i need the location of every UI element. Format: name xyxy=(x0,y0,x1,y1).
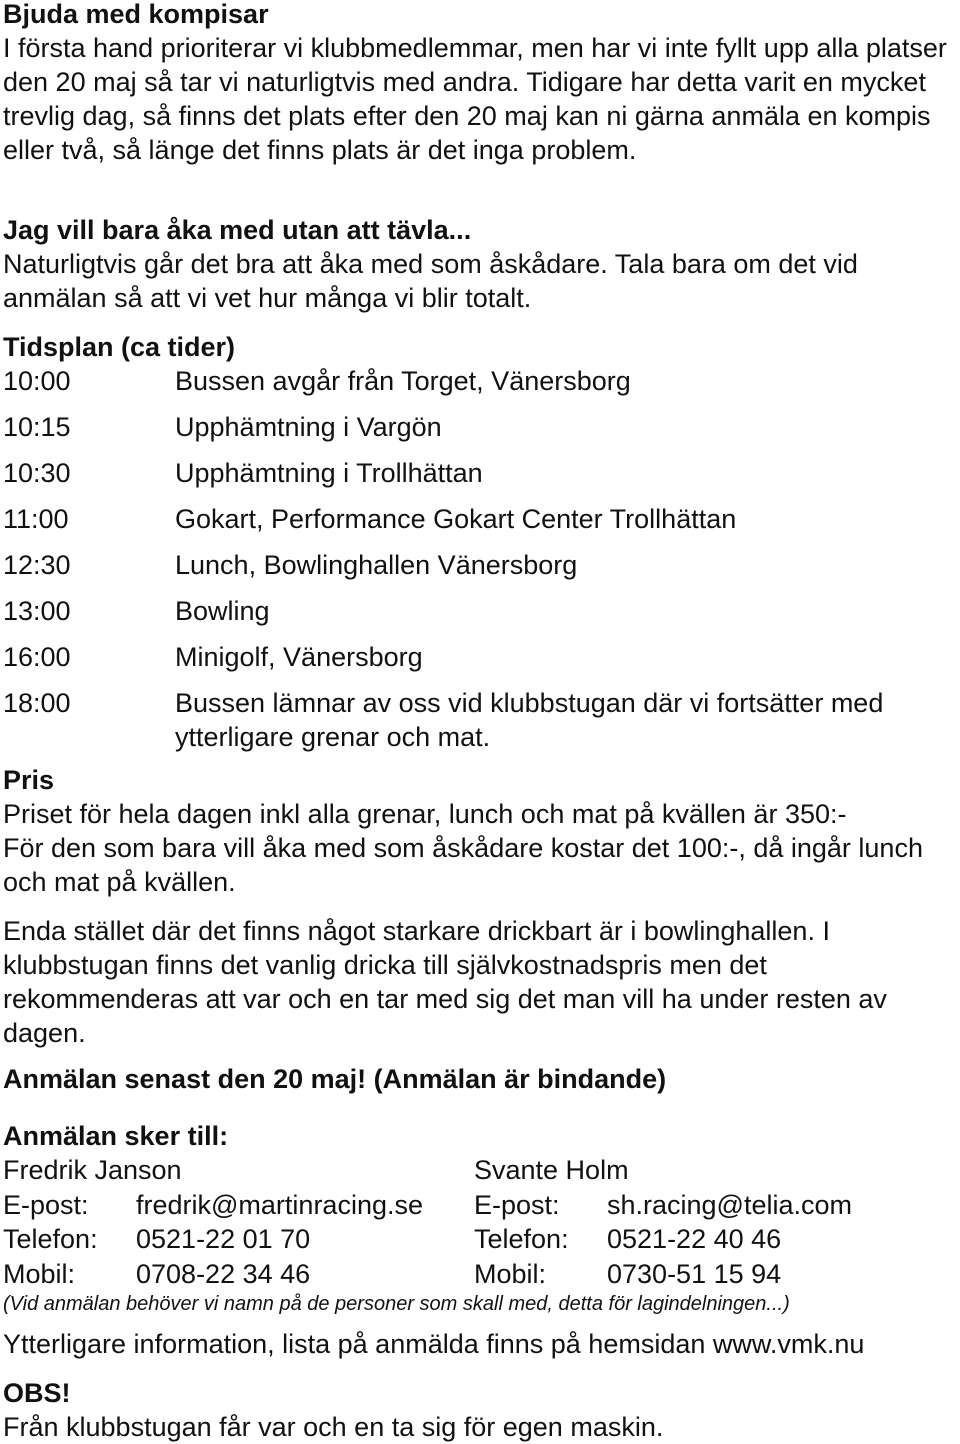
contact-list xyxy=(3,1153,960,1291)
email-value: sh.racing@telia.com xyxy=(607,1189,853,1220)
email-label: E-post: xyxy=(3,1189,89,1220)
more-info: Ytterligare information, lista på anmälda finns på hemsidan www.vmk.nu xyxy=(3,1329,865,1359)
section-spectator-heading: Jag vill bara åka med utan att tävla... xyxy=(3,215,472,245)
schedule-activity: Lunch, Bowlinghallen Vänersborg xyxy=(175,550,578,580)
schedule-row xyxy=(3,548,960,594)
price-full-day: Priset för hela dagen inkl alla grenar, lunch och mat på kvällen är 350:- xyxy=(3,799,847,829)
price-section xyxy=(3,763,958,899)
section-friends-body: I första hand prioriterar vi klubbmedlemmar, men har vi inte fyllt upp alla platser den 20 maj så tar vi naturligtvis med andra. Tidigare har detta varit en mycket trevlig dag, så finns det plats efter den 20 maj kan ni gärna anmäla en kompis eller två, så länge det finns plats är det inga problem. xyxy=(3,33,947,165)
contact-name: Fredrik Janson xyxy=(3,1155,182,1185)
section-spectator xyxy=(3,213,958,315)
schedule-row xyxy=(3,364,960,410)
registration-section xyxy=(3,1119,960,1317)
schedule-row xyxy=(3,686,960,766)
schedule-time: 10:15 xyxy=(3,412,71,442)
schedule-row xyxy=(3,594,960,640)
phone-label: Telefon: xyxy=(474,1224,569,1254)
schedule-table xyxy=(3,364,960,766)
mobile-value: 0730-51 15 94 xyxy=(607,1258,782,1289)
schedule-time: 13:00 xyxy=(3,596,71,626)
registration-heading: Anmälan sker till: xyxy=(3,1121,229,1151)
schedule-time: 10:00 xyxy=(3,366,71,396)
mobile-label: Mobil: xyxy=(474,1258,547,1289)
schedule-time: 11:00 xyxy=(3,504,69,534)
schedule-time: 18:00 xyxy=(3,688,71,718)
schedule-activity: Upphämtning i Vargön xyxy=(175,412,442,442)
contact-mobile-row xyxy=(474,1257,782,1292)
schedule-time: 10:30 xyxy=(3,458,71,488)
contact-name: Svante Holm xyxy=(474,1155,629,1185)
obs-section xyxy=(3,1376,958,1444)
phone-value: 0521-22 01 70 xyxy=(136,1224,311,1254)
schedule-row xyxy=(3,410,960,456)
registration-note: (Vid anmälan behöver vi namn på de personer som skall med, detta för lagindelningen...) xyxy=(3,1293,790,1315)
contact-phone-row xyxy=(3,1222,311,1257)
phone-label: Telefon: xyxy=(3,1224,98,1254)
contact-email-row xyxy=(474,1188,853,1223)
section-friends xyxy=(3,0,958,167)
schedule-activity: Minigolf, Vänersborg xyxy=(175,642,423,672)
price-heading: Pris xyxy=(3,765,55,795)
drinks-info: Enda stället där det finns något starkare drickbart är i bowlinghallen. I klubbstugan finns det vanlig dricka till självkostnadspris men det rekommenderas att var och en tar med sig det man vill ha under resten av dagen. xyxy=(3,916,887,1048)
schedule-activity: Bussen lämnar av oss vid klubbstugan där vi fortsätter med ytterligare grenar och mat. xyxy=(175,688,884,752)
contact-phone-row xyxy=(474,1222,782,1257)
contact-card xyxy=(474,1153,853,1291)
schedule-row xyxy=(3,502,960,548)
schedule-activity: Upphämtning i Trollhättan xyxy=(175,458,483,488)
schedule-activity: Bussen avgår från Torget, Vänersborg xyxy=(175,366,631,396)
section-spectator-body: Naturligtvis går det bra att åka med som åskådare. Tala bara om det vid anmälan så att vi vet hur många vi blir totalt. xyxy=(3,249,858,313)
mobile-value: 0708-22 34 46 xyxy=(136,1258,311,1289)
obs-body: Från klubbstugan får var och en ta sig för egen maskin. xyxy=(3,1412,664,1442)
schedule-section xyxy=(3,330,960,766)
schedule-activity: Gokart, Performance Gokart Center Trollhättan xyxy=(175,504,737,534)
deadline-notice: Anmälan senast den 20 maj! (Anmälan är bindande) xyxy=(3,1064,667,1094)
contact-card xyxy=(3,1153,423,1291)
mobile-label: Mobil: xyxy=(3,1258,76,1289)
schedule-row xyxy=(3,456,960,502)
schedule-row xyxy=(3,640,960,686)
price-spectator: För den som bara vill åka med som åskådare kostar det 100:-, då ingår lunch och mat på kvällen. xyxy=(3,833,923,897)
schedule-time: 16:00 xyxy=(3,642,71,672)
email-label: E-post: xyxy=(474,1189,560,1220)
schedule-time: 12:30 xyxy=(3,550,71,580)
schedule-activity: Bowling xyxy=(175,596,270,626)
phone-value: 0521-22 40 46 xyxy=(607,1224,782,1254)
section-friends-heading: Bjuda med kompisar xyxy=(3,0,269,29)
email-value: fredrik@martinracing.se xyxy=(136,1189,423,1220)
contact-mobile-row xyxy=(3,1257,311,1292)
contact-email-row xyxy=(3,1188,423,1223)
obs-heading: OBS! xyxy=(3,1378,71,1408)
schedule-heading: Tidsplan (ca tider) xyxy=(3,332,236,362)
